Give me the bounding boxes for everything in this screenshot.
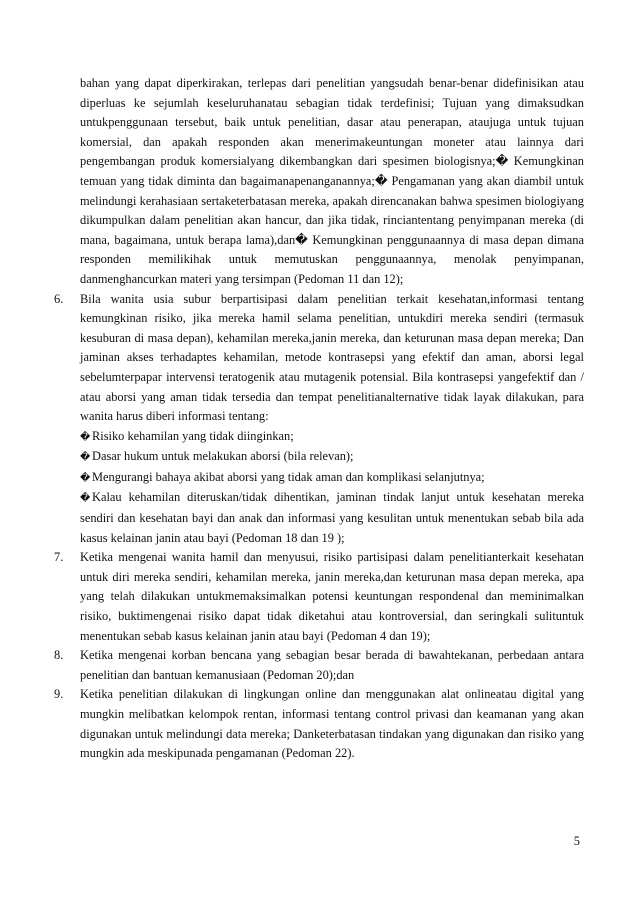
page-content (54, 74, 584, 764)
sub-item-text: Kalau kehamilan diteruskan/tidak dihentikan, jaminan tindak lanjut untuk kesehatan mereka sendiri dan kesehatan bayi dan anak dan informasi yang kesulitan untuk menentukan sebab bila ada kasus kelainan janin atau bayi (Pedoman 18 dan 19 ); (80, 490, 584, 545)
sub-item-text: Mengurangi bahaya akibat aborsi yang tidak aman dan komplikasi selanjutnya; (92, 469, 485, 484)
sub-item (80, 468, 584, 489)
list-number: 7. (54, 550, 64, 565)
missing-glyph-icon: � (80, 452, 91, 464)
list-item-6 (54, 290, 584, 549)
list-number: 6. (54, 291, 64, 306)
missing-glyph-icon: � (80, 493, 91, 505)
list-number: 8. (54, 648, 64, 663)
sub-item (80, 488, 584, 548)
list-item-body (80, 290, 584, 549)
list-item-8 (54, 646, 584, 685)
list-item-text: Ketika penelitian dilakukan di lingkungan online dan menggunakan alat onlineatau digital yang mungkin melibatkan kelompok rentan, informasi tentang control privasi dan keamanan yang akan digunakan untuk melindungi data mereka; Danketerbatasan tindakan yang digunakan dan risiko yang mungkin ada meskipunada pengamanan (Pedoman 22). (80, 687, 584, 761)
list-item-7 (54, 548, 584, 646)
list-item-text: Ketika mengenai korban bencana yang sebagian besar berada di bawahtekanan, perbedaan antara penelitian dan bantuan kemanusiaan (Pedoman 20);dan (80, 648, 584, 682)
sub-item (80, 447, 584, 468)
page-number: 5 (573, 834, 580, 848)
sub-item-text: Dasar hukum untuk melakukan aborsi (bila relevan); (92, 449, 354, 464)
sub-item (80, 427, 584, 448)
list-item-text: Bila wanita usia subur berpartisipasi dalam penelitian terkait kesehatan,informasi tentang kemungkinan risiko, jika mereka hamil selama penelitian, untukdiri mereka sendiri (termasuk kesuburan di masa depan), kehamilan mereka,janin mereka, dan keturunan masa depan mereka; Dan jaminan akses terhadaptes kehamilan, metode kontrasepsi yang efektif dan aman, aborsi legal sebelumterpapar intervensi teratogenik atau mutagenik potensial. Bila kontrasepsi yangefektif dan / atau aborsi yang aman tidak tersedia dan tempat penelitianalternative tidak layak dilakukan, para wanita harus diberi informasi tentang: (80, 291, 584, 424)
missing-glyph-icon: � (80, 431, 91, 443)
list-item-text: Ketika mengenai wanita hamil dan menyusui, risiko partisipasi dalam penelitianterkait kesehatan untuk diri mereka sendiri, kehamilan mereka, janin mereka,dan keturunan masa depan mereka, apa yang telah dilakukan untukmemaksimalkan potensi keuntungan respondenal dan meminimalkan risiko, buktimengenai risiko dapat tidak diketahui atau kontroversial, dan seringkali sulituntuk menentukan sebab kasus kelainan janin atau bayi (Pedoman 4 dan 19); (80, 550, 584, 643)
missing-glyph-icon: � (80, 472, 91, 484)
continuation-paragraph: bahan yang dapat diperkirakan, terlepas dari penelitian yangsudah benar-benar didefinisikan atau diperluas ke sejumlah keseluruhanatau sebagian tidak terdefinisi; Tujuan yang dimaksudkan untukpenggunaan tersebut, baik untuk penelitian, dasar atau penerapan, ataujuga untuk tujuan komersial, dan apakah responden akan menerimakeuntungan moneter atau lainnya dari pengembangan produk komersialyang dikembangkan dari spesimen biologisnya;� Kemungkinan temuan yang tidak diminta dan bagaimanapenanganannya;� Pengamanan yang akan diambil untuk melindungi kerahasiaan sertaketerbatasan mereka, apakah direncanakan bahwa spesimen biologiyang dikumpulkan dalam penelitian akan hancur, dan jika tidak, rinciantentang penyimpanan mereka (di mana, bagaimana, untuk berapa lama),dan� Kemungkinan penggunaannya di masa depan dimana responden memilikihak untuk memutuskan penggunaannya, menolak penyimpanan, danmenghancurkan materi yang tersimpan (Pedoman 11 dan 12); (80, 76, 584, 286)
list-number: 9. (54, 687, 64, 702)
sub-item-text: Risiko kehamilan yang tidak diinginkan; (92, 428, 294, 443)
list-item-9 (54, 685, 584, 763)
